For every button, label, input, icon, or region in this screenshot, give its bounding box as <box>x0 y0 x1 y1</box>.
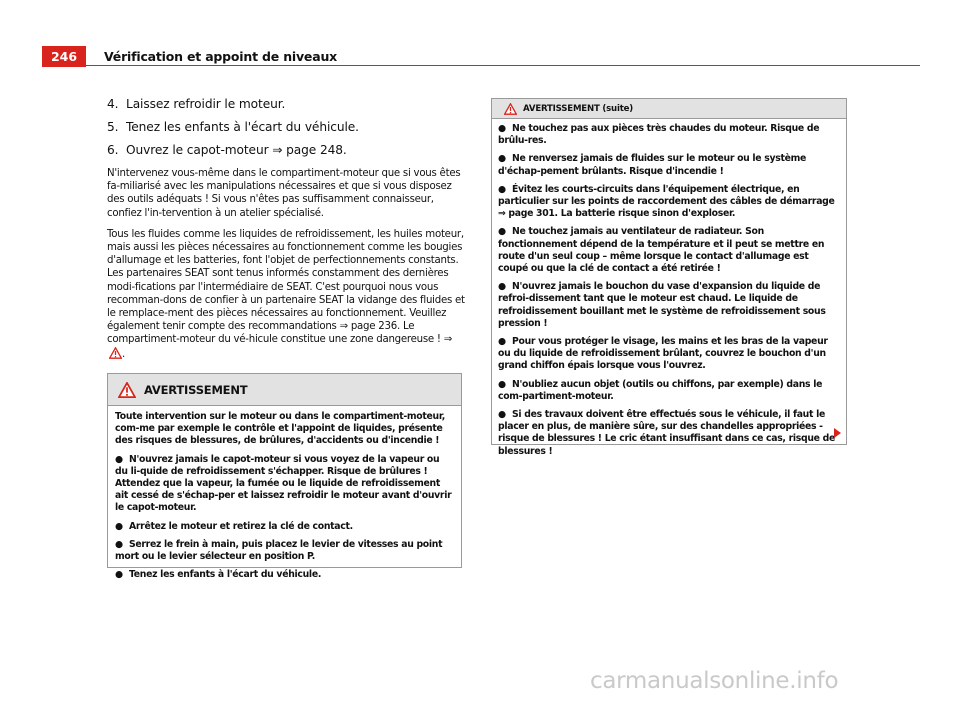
bullet-icon: ● <box>498 183 506 195</box>
step-number: 5. <box>107 120 119 134</box>
page-title: Vérification et appoint de niveaux <box>104 49 338 64</box>
warning-item <box>498 379 840 403</box>
warning-continued-box <box>491 98 847 457</box>
warning-continued-body <box>492 119 846 458</box>
warning-item-text: Ne renversez jamais de fluides sur le moteur ou le système d'échap-pement brûlants. Risque d'incendie ! <box>498 153 807 177</box>
step-item <box>107 143 465 157</box>
warning-item <box>498 184 840 221</box>
warning-continued-title: AVERTISSEMENT (suite) <box>523 103 633 114</box>
warning-item-text: N'ouvrez jamais le bouchon du vase d'expansion du liquide de refroi-dissement tant que le moteur est chaud. Le liquide de refroidissement bouillant met le système de refroidissement sous pression ! <box>498 281 826 329</box>
step-text: Ouvrez le capot-moteur ⇒ page 248. <box>126 143 347 157</box>
step-item <box>107 97 465 111</box>
warning-box <box>107 373 462 581</box>
warning-continued-header <box>492 99 846 119</box>
warning-body <box>108 406 461 581</box>
step-number: 4. <box>107 97 119 111</box>
bullet-icon: ● <box>498 226 506 238</box>
warning-item-text: Ne touchez jamais au ventilateur de radiateur. Son fonctionnement dépend de la température et il peut se mettre en route d'un seul coup – même lorsque le contact d'allumage est coupé ou que la clé de contact a été retirée ! <box>498 226 825 275</box>
bullet-icon: ● <box>115 538 123 550</box>
warning-item <box>498 409 840 458</box>
warning-triangle-icon <box>118 382 136 398</box>
warning-item-text: N'ouvrez jamais le capot-moteur si vous voyez de la vapeur ou du li-quide de refroidissement s'échapper. Risque de brûlures ! Attendez que la vapeur, la fumée ou le liquide de refroidissement ait cessé de s'échap-per et laissez refroidir le moteur avant d'ouvrir le capot-moteur. <box>115 453 452 514</box>
step-text: Laissez refroidir le moteur. <box>126 97 286 111</box>
warning-item-text: Évitez les courts-circuits dans l'équipement électrique, en particulier sur les points de raccordement des câbles de démarrage ⇒ page 301. La batterie risque sinon d'exploser. <box>498 183 835 220</box>
bullet-icon: ● <box>498 281 506 293</box>
warning-item-text: Serrez le frein à main, puis placez le levier de vitesses au point mort ou le levier sélecteur en position P. <box>115 538 443 563</box>
warning-header <box>108 374 461 406</box>
paragraph-intro: N'intervenez vous-même dans le compartiment-moteur que si vous êtes fa-miliarisé avec les manipulations nécessaires et que si vous disposez des outils adéquats ! Si vous n'êtes pas suffisamment connaisseur, confiez l'in-tervention à un atelier spécialisé. <box>107 168 461 219</box>
warning-item-text: Ne touchez pas aux pièces très chaudes du moteur. Risque de brûlu-res. <box>498 123 820 147</box>
bullet-icon: ● <box>498 378 506 390</box>
bullet-icon: ● <box>115 453 123 465</box>
warning-item-text: Arrêtez le moteur et retirez la clé de contact. <box>129 520 353 532</box>
warning-triangle-icon <box>504 103 517 115</box>
warning-item-text: Si des travaux doivent être effectués sous le véhicule, il faut le placer en plus, de manière sûre, sur des chandelles appropriées - risque de blessures ! Le cric étant insuffisant dans ce cas, risque de blessures ! <box>498 409 835 457</box>
warning-item <box>115 539 454 563</box>
warning-item <box>498 336 840 373</box>
paragraph-fluids-text: Tous les fluides comme les liquides de refroidissement, les huiles moteur, mais aussi les pièces nécessaires au fonctionnement comme les bougies d'allumage et les batteries, font l'objet de perfectionnements constants. Les partenaires SEAT sont tenus informés constamment des dernières modi-fications par l'intermédiaire de SEAT. C'est pourquoi nous vous recomman-dons de confier à un partenaire SEAT la vidange des fluides et le remplace-ment des pièces nécessaires au fonctionnement. Veuillez également tenir compte des recommandations ⇒ page 236. Le compartiment-moteur du vé-hicule constitue une zone dangereuse ! ⇒ <box>107 228 465 346</box>
warning-item <box>498 153 840 177</box>
warning-triangle-icon[interactable] <box>109 347 122 359</box>
step-number: 6. <box>107 143 119 157</box>
bullet-icon: ● <box>498 336 506 348</box>
left-column <box>107 97 465 369</box>
warning-item-text: Pour vous protéger le visage, les mains et les bras de la vapeur ou du liquide de refroidissement brûlant, couvrez le bouchon d'un grand chiffon épais lorsque vous l'ouvrez. <box>498 336 828 372</box>
warning-item-text: Tenez les enfants à l'écart du véhicule. <box>129 569 322 581</box>
bullet-icon: ● <box>115 520 123 532</box>
bullet-icon: ● <box>498 409 506 421</box>
warning-title: AVERTISSEMENT <box>144 382 248 397</box>
warning-item-text: N'oubliez aucun objet (outils ou chiffons, par exemple) dans le com-partiment-moteur. <box>498 378 823 402</box>
warning-item <box>498 123 840 147</box>
step-item <box>107 120 465 134</box>
page-number: 246 <box>42 46 86 67</box>
step-text: Tenez les enfants à l'écart du véhicule. <box>126 120 359 134</box>
bullet-icon: ● <box>498 123 506 134</box>
paragraph-fluids <box>107 228 465 361</box>
continue-arrow-icon <box>834 428 841 438</box>
warning-item <box>498 281 840 330</box>
bullet-icon: ● <box>498 153 506 165</box>
header-rule <box>86 65 920 66</box>
bullet-icon: ● <box>115 569 123 581</box>
warning-intro: Toute intervention sur le moteur ou dans le compartiment-moteur, com-me par exemple le contrôle et l'appoint de liquides, présente des risques de blessures, de brûlures, d'accidents ou d'incendie ! <box>115 411 445 447</box>
paragraph-fluids-end: . <box>122 348 125 360</box>
warning-item <box>115 454 454 515</box>
warning-item <box>115 521 454 533</box>
warning-item <box>498 226 840 275</box>
watermark: carmanualsonline.info <box>590 668 839 694</box>
warning-item <box>115 569 454 581</box>
